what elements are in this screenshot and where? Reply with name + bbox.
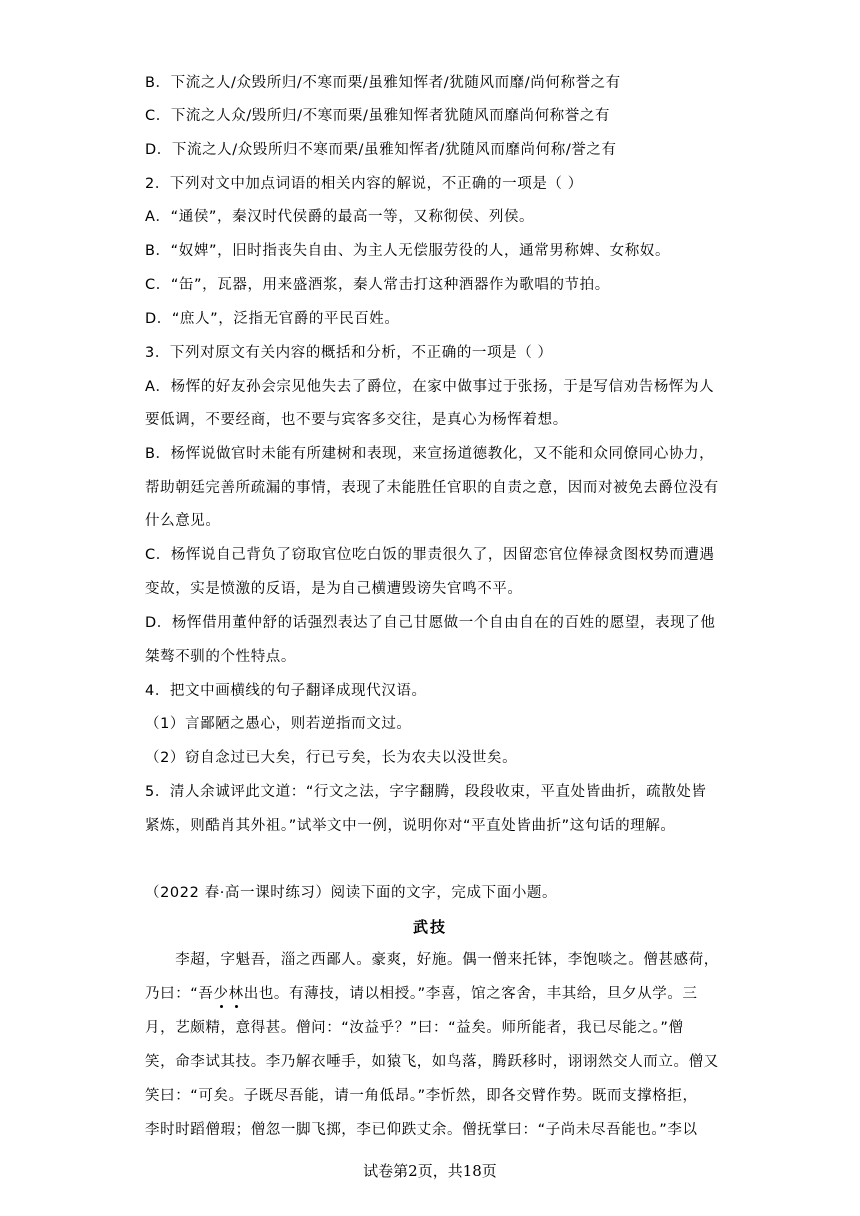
passage-text: 笑曰：“可矣。子既尽吾能，请一角低昂。”李忻然，即各交臂作势。既而支撑格拒， bbox=[145, 1088, 698, 1104]
passage-text: 笑，命李试其技。李乃解衣唾手，如猿飞，如鸟落，腾跃移时，诩诩然交人而立。僧又 bbox=[145, 1054, 719, 1070]
q2-option-c: C．“缶”，瓦器，用来盛酒浆，秦人常击打这种酒器作为歌唱的节拍。 bbox=[145, 277, 610, 293]
q1-option-c: C．下流之人众/毁所归/不寒而栗/虽雅知恽者犹随风而靡尚何称誉之有 bbox=[145, 108, 611, 124]
q2-stem: 2．下列对文中加点词语的相关内容的解说，不正确的一项是（ ） bbox=[145, 176, 583, 192]
passage-line bbox=[145, 950, 725, 970]
passage-line bbox=[145, 984, 725, 1004]
q2-option-a: A．“通侯”，秦汉时代侯爵的最高一等，又称彻侯、列侯。 bbox=[145, 209, 535, 225]
passage-text: 乃曰：“吾 bbox=[145, 986, 214, 1002]
passage-text: 李超，字魁吾，淄之西鄙人。豪爽，好施。偶一僧来托钵，李饱啖之。僧甚感荷， bbox=[145, 952, 719, 968]
q3-line: 什么意见。 bbox=[145, 513, 221, 529]
passage-line bbox=[145, 1086, 725, 1106]
passage-title: 武技 bbox=[412, 918, 447, 936]
q3-line: 桀骜不驯的个性特点。 bbox=[145, 649, 296, 665]
q1-option-d: D．下流之人/众毁所归不寒而栗/虽雅知恽者/犹随风而靡尚何称/誉之有 bbox=[145, 142, 617, 158]
q3-line: D．杨恽借用董仲舒的话强烈表达了自己甘愿做一个自由自在的百姓的愿望，表现了他 bbox=[145, 615, 716, 631]
q4-item-1: （1）言鄙陋之愚心，则若逆指而文过。 bbox=[145, 716, 412, 732]
passage-line bbox=[145, 1018, 725, 1038]
passage-line bbox=[145, 1120, 725, 1140]
q1-option-b: B．下流之人/众毁所归/不寒而栗/虽雅知恽者/犹随风而靡/尚何称誉之有 bbox=[145, 75, 621, 91]
q2-option-b: B．“奴婢”，旧时指丧失自由、为主人无偿服劳役的人，通常男称婢、女称奴。 bbox=[145, 243, 671, 259]
emphasis-dotted-char: 林 bbox=[228, 986, 244, 1002]
passage-text: 月，艺颇精，意得甚。僧问：“汝益乎？”曰：“益矣。师所能者，我已尽能之。”僧 bbox=[145, 1020, 684, 1036]
page-footer: 试卷第2页，共18页 bbox=[363, 1162, 497, 1180]
q5-line: 5．清人余诚评此文道：“行文之法，字字翻腾，段段收束，平直处皆曲折，疏散处皆 bbox=[145, 784, 707, 800]
q3-line: 要低调，不要经商，也不要与宾客多交往，是真心为杨恽着想。 bbox=[145, 412, 568, 428]
passage-line bbox=[145, 1052, 725, 1072]
passage-text: 李时时蹈僧瑕；僧忽一脚飞掷，李已仰跌丈余。僧抚掌曰：“子尚未尽吾能也。”李以 bbox=[145, 1122, 698, 1138]
q4-item-2: （2）窃自念过已大矣，行已亏矣，长为农夫以没世矣。 bbox=[145, 750, 518, 766]
q4-stem: 4．把文中画横线的句子翻译成现代汉语。 bbox=[145, 683, 427, 699]
q3-stem: 3．下列对原文有关内容的概括和分析，不正确的一项是（ ） bbox=[145, 345, 553, 361]
q3-line: C．杨恽说自己背负了窃取官位吃白饭的罪责很久了，因留恋官位俸禄贪图权势而遭遇 bbox=[145, 547, 715, 563]
passage-text: 出也。有薄技，请以相授。”李喜，馆之客舍，丰其给，旦夕从学。三 bbox=[243, 986, 698, 1002]
q3-line: 帮助朝廷完善所疏漏的事情，表现了未能胜任官职的自责之意，因而对被免去爵位没有 bbox=[145, 480, 719, 496]
q3-line: 变故，实是愤激的反语，是为自己横遭毁谤失官鸣不平。 bbox=[145, 581, 523, 597]
q3-line: A．杨恽的好友孙会宗见他失去了爵位，在家中做事过于张扬，于是写信劝告杨恽为人 bbox=[145, 379, 715, 395]
q2-option-d: D．“庶人”，泛指无官爵的平民百姓。 bbox=[145, 311, 400, 327]
passage-intro: （2022 春·高一课时练习）阅读下面的文字，完成下面小题。 bbox=[145, 885, 558, 901]
emphasis-dotted-char: 少 bbox=[213, 986, 229, 1002]
q3-line: B．杨恽说做官时未能有所建树和表现，来宣扬道德教化，又不能和众同僚同心协力， bbox=[145, 446, 715, 462]
q5-line: 紧炼，则酷肖其外祖。”试举文中一例，说明你对“平直处皆曲折”这句话的理解。 bbox=[145, 818, 676, 834]
